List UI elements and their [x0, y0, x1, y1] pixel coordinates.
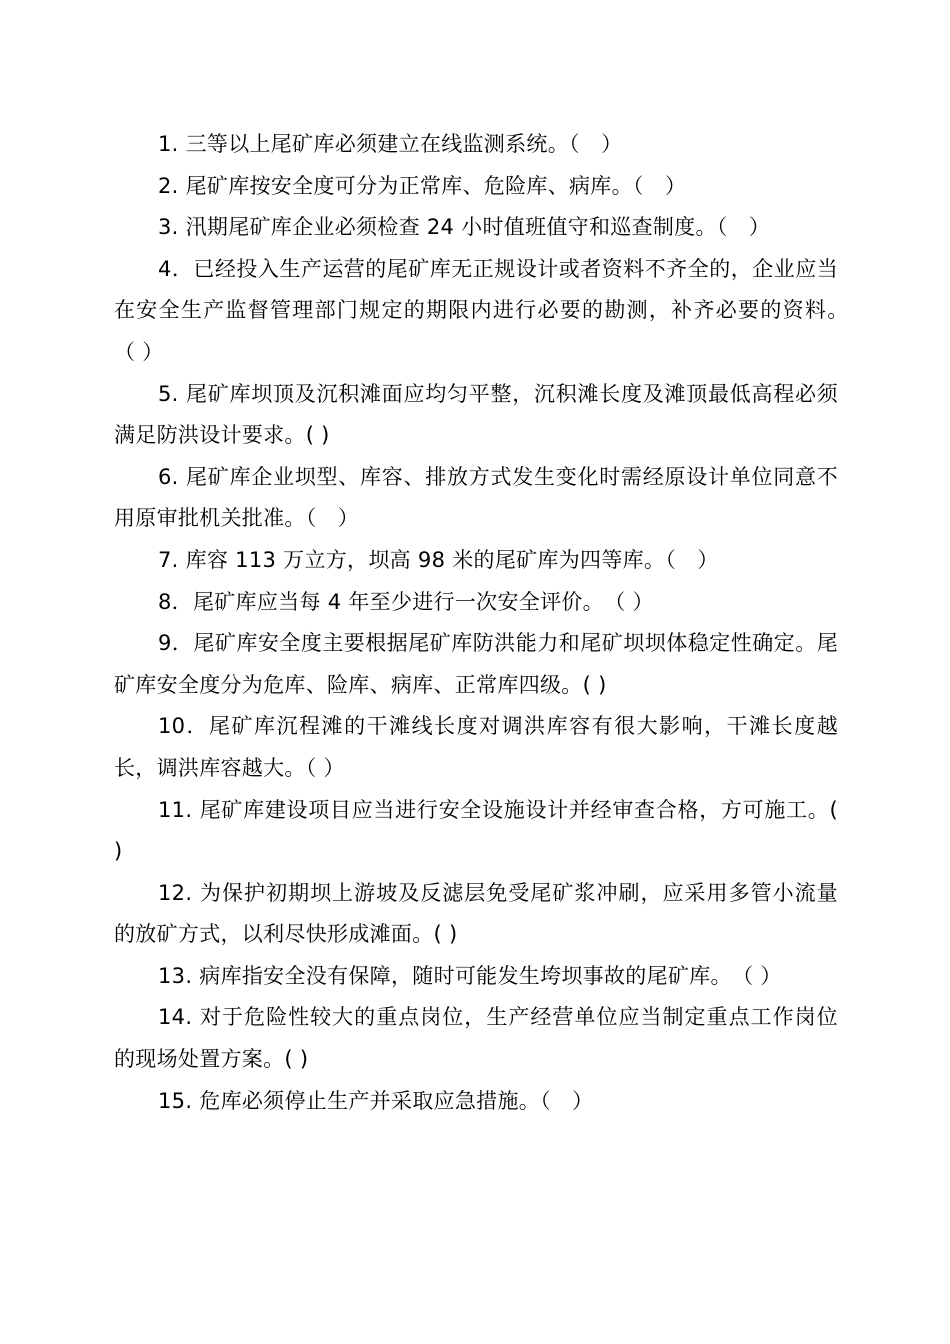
question-item: 12. 为保护初期坝上游坡及反滤层免受尾矿浆冲刷，应采用多管小流量的放矿方式，以利尽快形成滩面。( ) [114, 880, 838, 947]
question-item: 11. 尾矿库建设项目应当进行安全设施设计并经审查合格，方可施工。( ) [114, 797, 838, 864]
question-item: 4．已经投入生产运营的尾矿库无正规设计或者资料不齐全的，企业应当在安全生产监督管理部门规定的期限内进行必要的勘测，补齐必要的资料。 （ ） [114, 256, 860, 364]
question-item: 10．尾矿库沉程滩的干滩线长度对调洪库容有很大影响，干滩长度越长，调洪库容越大。（ ） [114, 714, 838, 780]
true-false-question-list [114, 124, 860, 1122]
question-item: 15. 危库必须停止生产并采取应急措施。（ ） [158, 1088, 594, 1113]
question-item: 8．尾矿库应当每 4 年至少进行一次安全评价。 （ ） [158, 589, 654, 614]
question-item: 3. 汛期尾矿库企业必须检查 24 小时值班值守和巡查制度。（ ） [158, 215, 771, 240]
question-item: 1. 三等以上尾矿库必须建立在线监测系统。（ ） [158, 132, 623, 156]
question-item: 5. 尾矿库坝顶及沉积滩面应均匀平整，沉积滩长度及滩顶最低高程必须满足防洪设计要求。( ) [114, 381, 838, 448]
question-item: 13. 病库指安全没有保障，随时可能发生垮坝事故的尾矿库。 （ ） [158, 963, 782, 988]
question-item: 2. 尾矿库按安全度可分为正常库、危险库、病库。（ ） [158, 173, 687, 198]
question-item: 7. 库容 113 万立方，坝高 98 米的尾矿库为四等库。（ ） [158, 547, 719, 572]
question-item: 6. 尾矿库企业坝型、库容、排放方式发生变化时需经原设计单位同意不用原审批机关批准。（ ） [114, 464, 838, 531]
question-item: 14. 对于危险性较大的重点岗位，生产经营单位应当制定重点工作岗位的现场处置方案。( ) [114, 1005, 838, 1072]
question-item: 9．尾矿库安全度主要根据尾矿库防洪能力和尾矿坝坝体稳定性确定。尾矿库安全度分为危库、险库、病库、正常库四级。( ) [114, 631, 838, 697]
